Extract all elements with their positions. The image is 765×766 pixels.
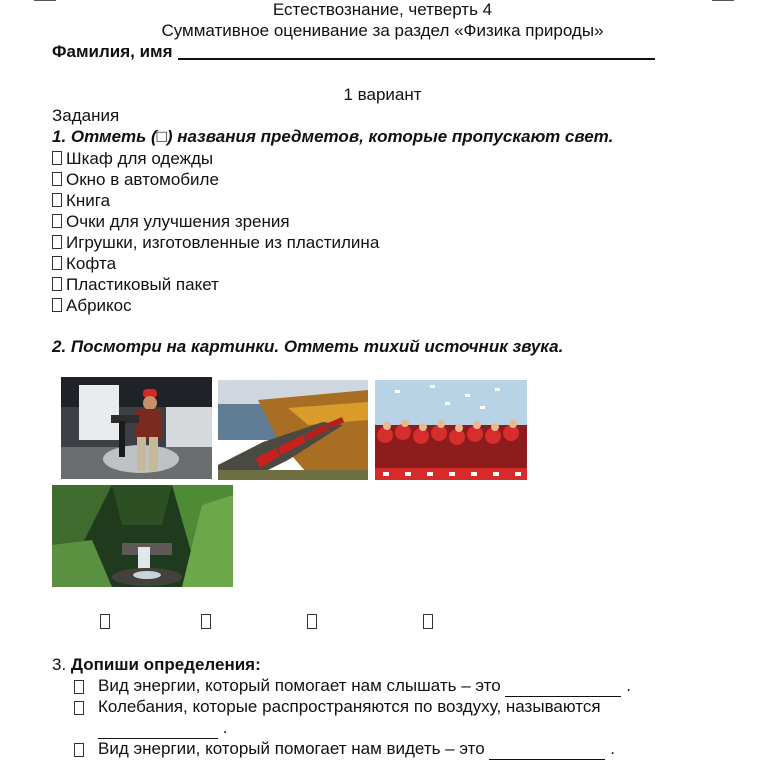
subject-title: Естествознание, четверть 4 <box>272 0 493 19</box>
checkbox[interactable] <box>52 277 62 291</box>
forest-stream-waterfall-photo <box>52 485 233 587</box>
checkbox[interactable] <box>52 193 62 207</box>
task1-list <box>52 148 379 316</box>
task2-title: 2. Посмотри на картинки. Отметь тихий источник звука. <box>52 337 564 356</box>
task1-title: 1. Отметь (□) названия предметов, которые пропускают свет. <box>52 127 614 146</box>
answer-blank[interactable] <box>505 676 621 697</box>
answer-blank[interactable] <box>98 718 218 739</box>
definition-item-2: Колебания, которые распространяются по воздуху, называются <box>98 697 601 716</box>
variant-title: 1 вариант <box>343 85 422 104</box>
picture-choice-box-1[interactable] <box>100 614 110 629</box>
definition-item-2-answer: . <box>98 718 227 739</box>
assessment-title: Суммативное оценивание за раздел «Физика природы» <box>161 21 604 40</box>
tasks-heading: Задания <box>52 106 120 125</box>
checkbox[interactable] <box>52 235 62 249</box>
list-item[interactable]: Абрикос <box>52 295 379 316</box>
checkbox[interactable] <box>74 701 84 715</box>
list-item[interactable]: Игрушки, изготовленные из пластилина <box>52 232 379 253</box>
picture-choice-box-2[interactable] <box>201 614 211 629</box>
checkbox[interactable] <box>52 256 62 270</box>
checkbox[interactable] <box>74 743 84 757</box>
list-item[interactable]: Окно в автомобиле <box>52 169 379 190</box>
list-item[interactable]: Шкаф для одежды <box>52 148 379 169</box>
task3-title: 3. Допиши определения: <box>52 655 261 674</box>
checkbox[interactable] <box>52 298 62 312</box>
picture-choice-box-3[interactable] <box>307 614 317 629</box>
checkbox[interactable] <box>52 172 62 186</box>
name-blank-line[interactable] <box>178 58 655 60</box>
list-item[interactable]: Пластиковый пакет <box>52 274 379 295</box>
red-train-by-lake-photo <box>218 380 368 480</box>
checkbox[interactable] <box>52 151 62 165</box>
definition-item-3: Вид энергии, который помогает нам видеть – это . <box>98 739 615 758</box>
list-item[interactable]: Очки для улучшения зрения <box>52 211 379 232</box>
picture-choice-box-4[interactable] <box>423 614 433 629</box>
name-label: Фамилия, имя <box>52 42 173 61</box>
cheering-crowd-photo <box>375 380 527 480</box>
definition-item-1: Вид энергии, который помогает нам слышать – это . <box>98 676 631 695</box>
answer-blank[interactable] <box>489 739 605 760</box>
worker-with-jackhammer-photo <box>61 377 212 479</box>
list-item[interactable]: Книга <box>52 190 379 211</box>
checkbox[interactable] <box>74 680 84 694</box>
list-item[interactable]: Кофта <box>52 253 379 274</box>
checkbox[interactable] <box>52 214 62 228</box>
